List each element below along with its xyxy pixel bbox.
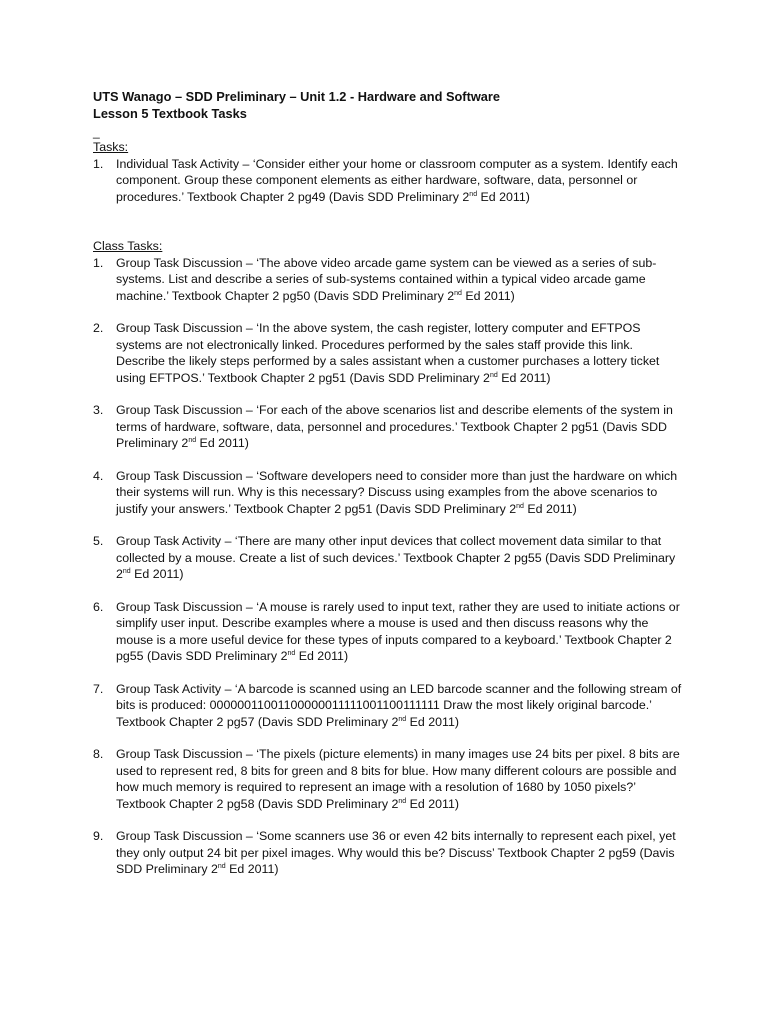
task-number: 9. (93, 829, 104, 843)
ordinal-suffix: nd (122, 567, 131, 575)
class-task-item (93, 533, 683, 583)
individual-task-list (93, 156, 683, 206)
section-spacer (93, 205, 683, 238)
task-number: 2. (93, 321, 104, 335)
task-text-end: Ed 2011) (477, 189, 530, 204)
task-text: Group Task Discussion – ‘The pixels (picture elements) in many images use 24 bits per pixel. 8 bits are used to represent red, 8 bits for green and 8 bits for blue. How many different colours are possible and how much memory is required to represent an image with a resolution of 1680 by 1050 pixels?’ Textbook Chapter 2 pg58 (Davis SDD Preliminary 2 (116, 747, 680, 811)
ordinal-suffix: nd (398, 715, 407, 723)
task-text: Group Task Discussion – ‘A mouse is rarely used to input text, rather they are used to initiate actions or simplify user input. Describe examples where a mouse is used and then discuss reasons why the mouse is a more useful device for these types of inputs compared to a keyboard.’ Textbook Chapter 2 pg55 (Davis SDD Preliminary 2 (116, 599, 680, 663)
document-title: UTS Wanago – SDD Preliminary – Unit 1.2 - Hardware and Software (93, 89, 500, 104)
task-text: Group Task Discussion – ‘For each of the above scenarios list and describe elements of the system in terms of hardware, software, data, personnel and procedures.’ Textbook Chapter 2 pg51 (Davis SDD Preliminary 2 (116, 403, 673, 450)
ordinal-suffix: nd (217, 862, 226, 870)
task-number: 8. (93, 747, 104, 761)
task-number: 4. (93, 468, 104, 483)
task-number: 1. (93, 255, 104, 270)
task-text-end: Ed 2011) (523, 501, 577, 516)
class-task-item (93, 255, 683, 305)
ordinal-suffix: nd (188, 436, 197, 444)
ordinal-suffix: nd (469, 190, 478, 198)
class-task-item (93, 468, 683, 518)
task-text: Group Task Discussion – ‘In the above system, the cash register, lottery computer and EFTPOS systems are not electronically linked. Procedures performed by the sales staff provide this link. Describe the likely steps performed by a sales assistant when a customer purchases a lottery ticket using EFTPOS.’ Textbook Chapter 2 pg51 (Davis SDD Preliminary 2 (116, 321, 660, 385)
ordinal-suffix: nd (398, 797, 407, 805)
tasks-heading: Tasks: (93, 140, 129, 154)
task-text-end: Ed 2011) (196, 436, 249, 450)
lesson-title: Lesson 5 Textbook Tasks (93, 106, 247, 121)
task-text: Group Task Activity – ‘A barcode is scanned using an LED barcode scanner and the following stream of bits is produced: 00000011001100000011111001100111111 Draw the most likely original barcode.’ Textbook Chapter 2 pg57 (Davis SDD Preliminary 2 (116, 681, 682, 729)
class-task-item (93, 746, 683, 812)
task-number: 5. (93, 534, 104, 548)
class-task-item (93, 681, 683, 731)
class-tasks-heading: Class Tasks: (93, 239, 163, 253)
class-task-item (93, 402, 683, 452)
task-item (93, 156, 683, 206)
task-text-end: Ed 2011) (406, 714, 459, 729)
class-task-item (93, 599, 683, 665)
task-text: Individual Task Activity – ‘Consider either your home or classroom computer as a system. Identify each component. Group these component elements as either hardware, software, data, personnel or procedures.’ Textbook Chapter 2 pg49 (Davis SDD Preliminary 2 (116, 156, 678, 204)
task-number: 3. (93, 403, 104, 417)
ordinal-suffix: nd (454, 289, 462, 297)
task-text-end: Ed 2011) (497, 370, 551, 385)
task-text-end: Ed 2011) (130, 567, 184, 581)
ordinal-suffix: nd (516, 502, 524, 510)
task-text-end: Ed 2011) (461, 288, 515, 303)
task-number: 6. (93, 599, 104, 614)
stray-mark: _ (93, 125, 100, 139)
class-task-item (93, 828, 683, 878)
task-text-end: Ed 2011) (225, 862, 279, 876)
ordinal-suffix: nd (489, 371, 498, 379)
task-number: 1. (93, 156, 104, 171)
task-text-end: Ed 2011) (406, 796, 459, 811)
task-text: Group Task Discussion – ‘Software developers need to consider more than just the hardware on which their systems will run. Why is this necessary? Discuss using examples from the above scenarios to justify your answers.’ Textbook Chapter 2 pg51 (Davis SDD Preliminary 2 (116, 468, 678, 516)
task-text: Group Task Discussion – ‘Some scanners use 36 or even 42 bits internally to represent each pixel, yet they only output 24 bit per pixel images. Why would this be? Discuss’ Textbook Chapter 2 pg59 (Davis SDD Preliminary 2 (116, 829, 676, 876)
task-text: Group Task Activity – ‘There are many other input devices that collect movement data similar to that collected by a mouse. Create a list of such devices.’ Textbook Chapter 2 pg55 (Davis SDD Preliminary 2 (116, 534, 676, 581)
document-content (93, 88, 683, 878)
ordinal-suffix: nd (287, 649, 296, 657)
task-text-end: Ed 2011) (295, 649, 349, 663)
class-task-list (93, 255, 683, 878)
task-number: 7. (93, 681, 104, 696)
class-task-item (93, 320, 683, 386)
task-text: Group Task Discussion – ‘The above video arcade game system can be viewed as a series of sub-systems. List and describe a series of sub-systems contained within a typical video arcade game machine.’ Textbook Chapter 2 pg50 (Davis SDD Preliminary 2 (116, 255, 657, 303)
